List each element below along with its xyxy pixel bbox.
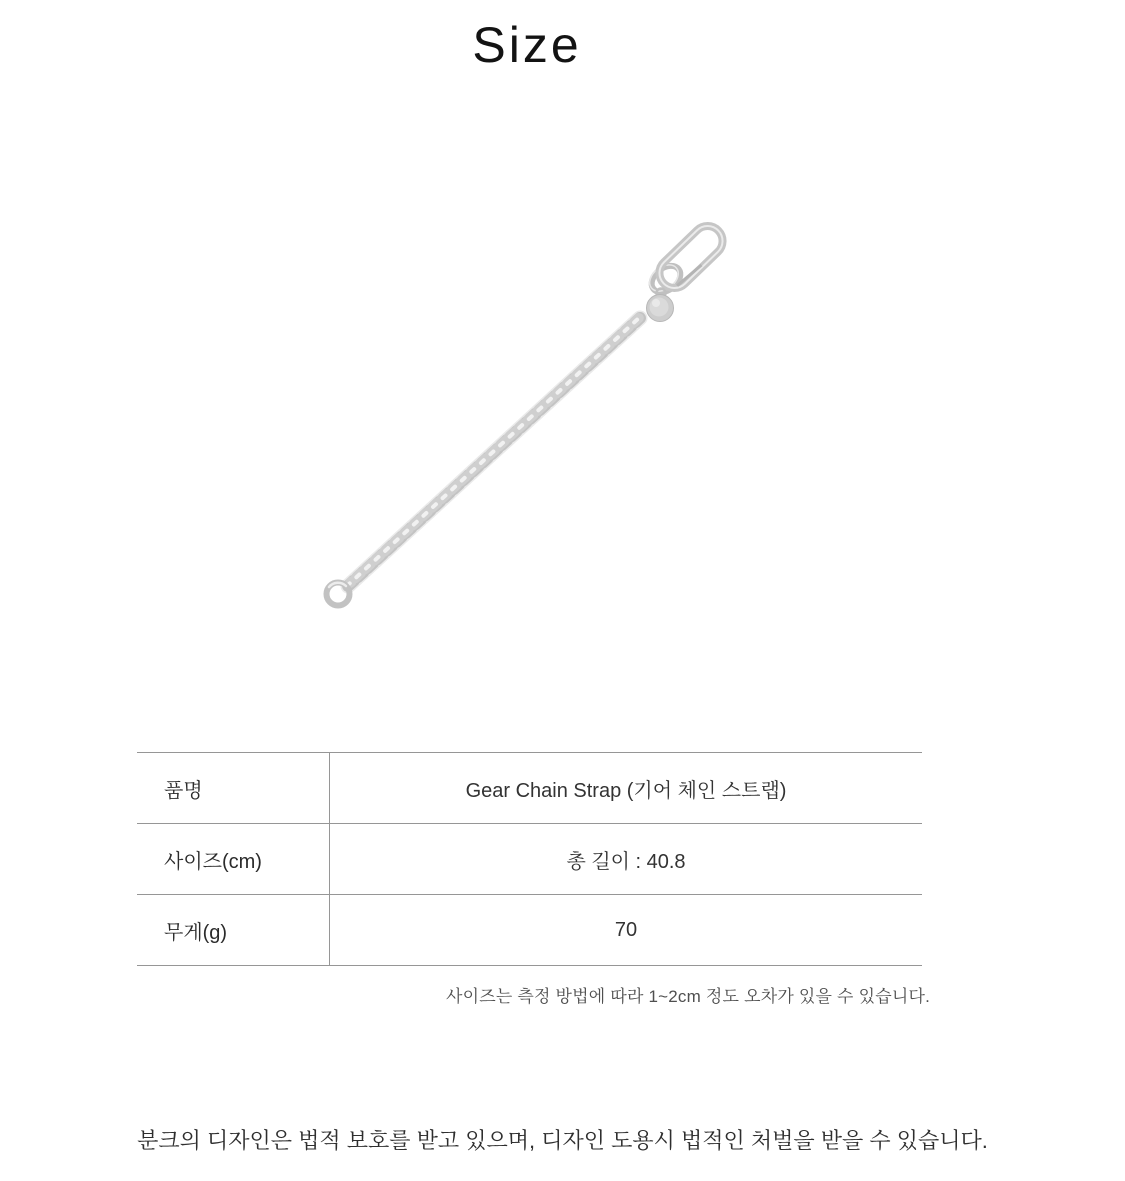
table-row [137, 753, 922, 824]
spec-label-weight: 무게(g) [137, 895, 330, 965]
chain-links-highlight [349, 317, 640, 584]
spec-label-size: 사이즈(cm) [137, 824, 330, 894]
spec-table [137, 752, 922, 966]
spec-value-weight: 70 [614, 918, 638, 941]
design-legal-notice: 분크의 디자인은 법적 보호를 받고 있으며, 디자인 도용시 법적인 처벌을 받을 수 있습니다. [137, 1128, 988, 1153]
page-title: Size [472, 17, 582, 73]
spec-value-product-name: Gear Chain Strap (기어 체인 스트랩) [465, 779, 787, 802]
logo-charm-disc-sheen [652, 299, 660, 307]
table-row [137, 895, 922, 966]
spec-value-size: 총 길이 : 40.8 [566, 850, 686, 873]
logo-charm-disc-inner [650, 298, 669, 317]
chain-strap-illustration [327, 220, 729, 606]
spec-label-product-name: 품명 [137, 753, 330, 823]
size-tolerance-note: 사이즈는 측정 방법에 따라 1~2cm 정도 오차가 있을 수 있습니다. [445, 987, 930, 1006]
table-row [137, 824, 922, 895]
